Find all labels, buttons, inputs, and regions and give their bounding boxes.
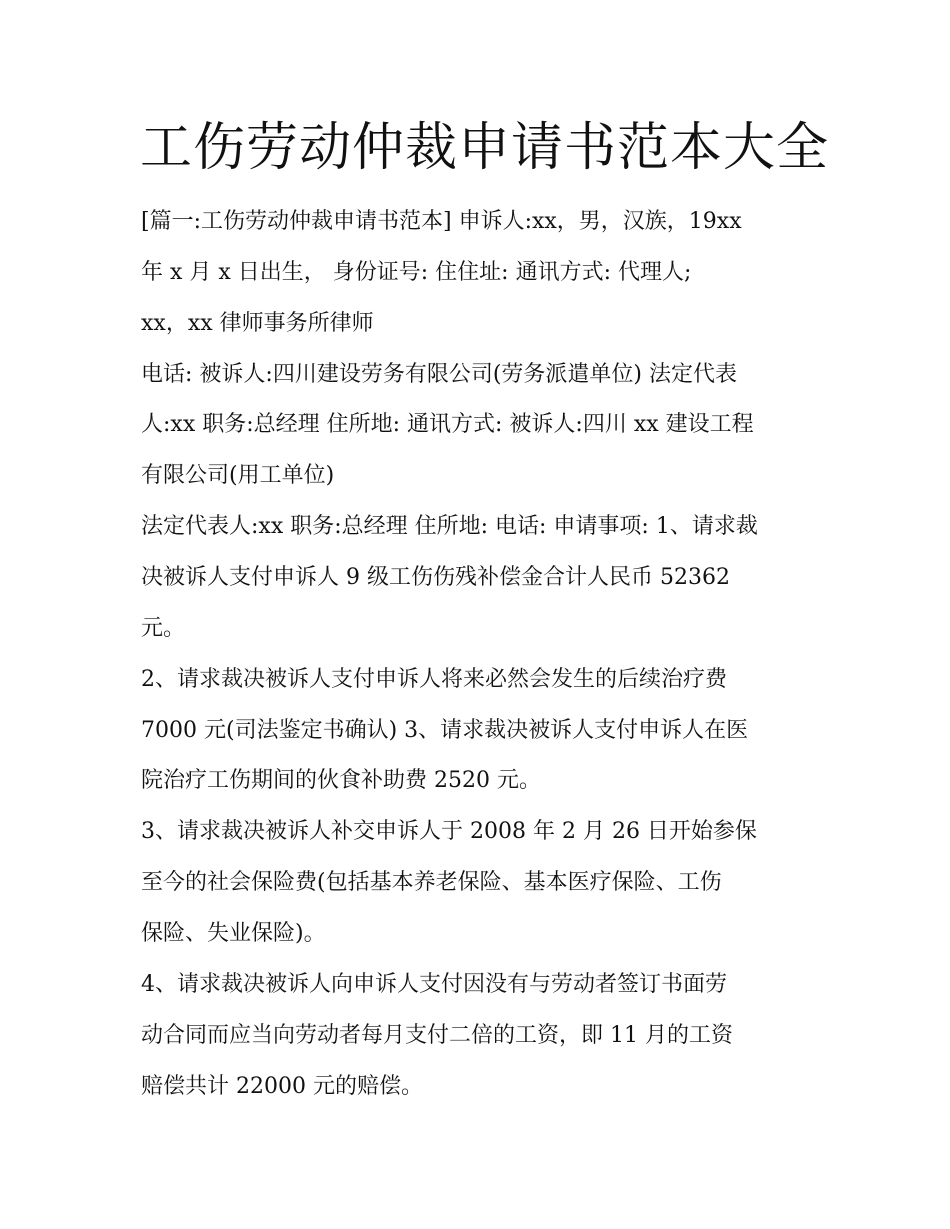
body-line: 元。 [141, 616, 186, 641]
body-line: 4、请求裁决被诉人向申诉人支付因没有与劳动者签订书面劳 [141, 972, 727, 997]
body-line: 决被诉人支付申诉人 9 级工伤伤残补偿金合计人民币 52362 [141, 565, 730, 590]
document-title: 工伤劳动仲裁申请书范本大全 [140, 118, 830, 178]
body-line: xx，xx 律师事务所律师 [141, 311, 374, 336]
body-line: 有限公司(用工单位) [141, 463, 335, 488]
body-line: 动合同而应当向劳动者每月支付二倍的工资，即 11 月的工资 [141, 1023, 733, 1048]
body-line: 至今的社会保险费(包括基本养老保险、基本医疗保险、工伤 [141, 870, 722, 895]
body-line: 电话: 被诉人:四川建设劳务有限公司(劳务派遣单位) 法定代表 [141, 362, 737, 387]
body-line: 7000 元(司法鉴定书确认) 3、请求裁决被诉人支付申诉人在医 [141, 718, 749, 743]
body-line: 院治疗工伤期间的伙食补助费 2520 元。 [141, 768, 541, 793]
body-line: 3、请求裁决被诉人补交申诉人于 2008 年 2 月 26 日开始参保 [141, 819, 757, 844]
body-line: 保险、失业保险)。 [141, 921, 326, 946]
body-line: 年 x 月 x 日出生， 身份证号: 住住址: 通讯方式: 代理人; [141, 260, 692, 285]
body-line: [篇一:工伤劳动仲裁申请书范本] 申诉人:xx，男，汉族，19xx [141, 209, 742, 234]
body-line: 2、请求裁决被诉人支付申诉人将来必然会发生的后续治疗费 [141, 667, 727, 692]
body-line: 法定代表人:xx 职务:总经理 住所地: 电话: 申请事项: 1、请求裁 [141, 514, 758, 539]
body-line: 赔偿共计 22000 元的赔偿。 [141, 1074, 423, 1099]
body-line: 人:xx 职务:总经理 住所地: 通讯方式: 被诉人:四川 xx 建设工程 [141, 412, 754, 437]
